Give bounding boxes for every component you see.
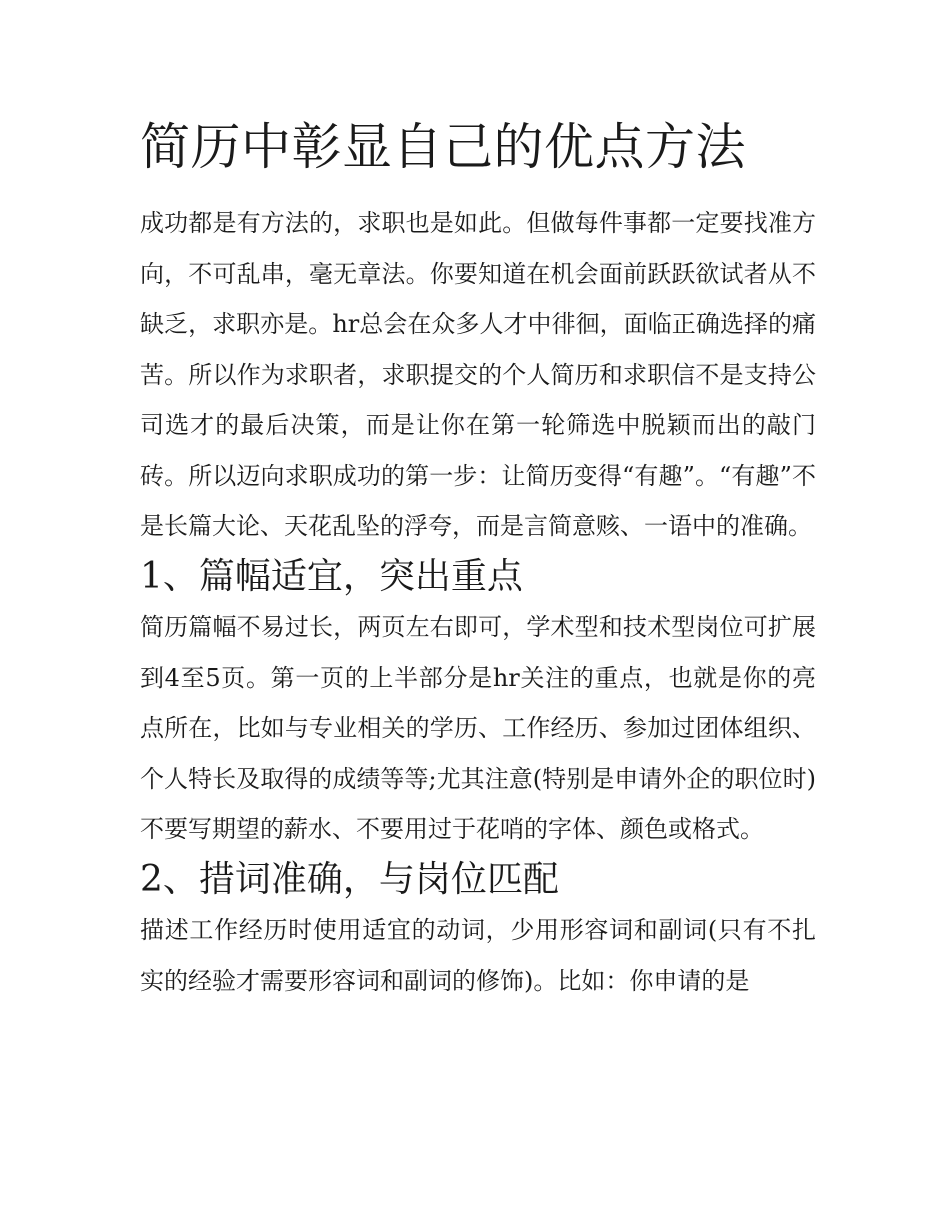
section-heading-1: 1、篇幅适宜，突出重点 (140, 555, 523, 597)
section-paragraph-2: 描述工作经历时使用适宜的动词，少用形容词和副词(只有不扎实的经验才需要形容词和副词的修饰)。比如：你申请的是 (140, 916, 816, 995)
document-page (140, 112, 816, 1006)
document-body (140, 198, 816, 1006)
section-paragraph-1: 简历篇幅不易过长，两页左右即可，学术型和技术型岗位可扩展到4至5页。第一页的上半部分是hr关注的重点，也就是你的亮点所在，比如与专业相关的学历、工作经历、参加过团体组织、个人特长及取得的成绩等等;尤其注意(特别是申请外企的职位时)不要写期望的薪水、不要用过于花哨的字体、颜色或格式。 (140, 613, 816, 843)
section-heading-2: 2、措词准确，与岗位匹配 (140, 858, 559, 900)
intro-paragraph: 成功都是有方法的，求职也是如此。但做每件事都一定要找准方向，不可乱串，毫无章法。你要知道在机会面前跃跃欲试者从不缺乏，求职亦是。hr总会在众多人才中徘徊，面临正确选择的痛苦。所以作为求职者，求职提交的个人简历和求职信不是支持公司选才的最后决策，而是让你在第一轮筛选中脱颖而出的敲门砖。所以迈向求职成功的第一步：让简历变得“有趣”。“有趣”不是长篇大论、天花乱坠的浮夸，而是言简意赅、一语中的准确。 (140, 209, 816, 540)
document-title: 简历中彰显自己的优点方法 (140, 118, 746, 176)
